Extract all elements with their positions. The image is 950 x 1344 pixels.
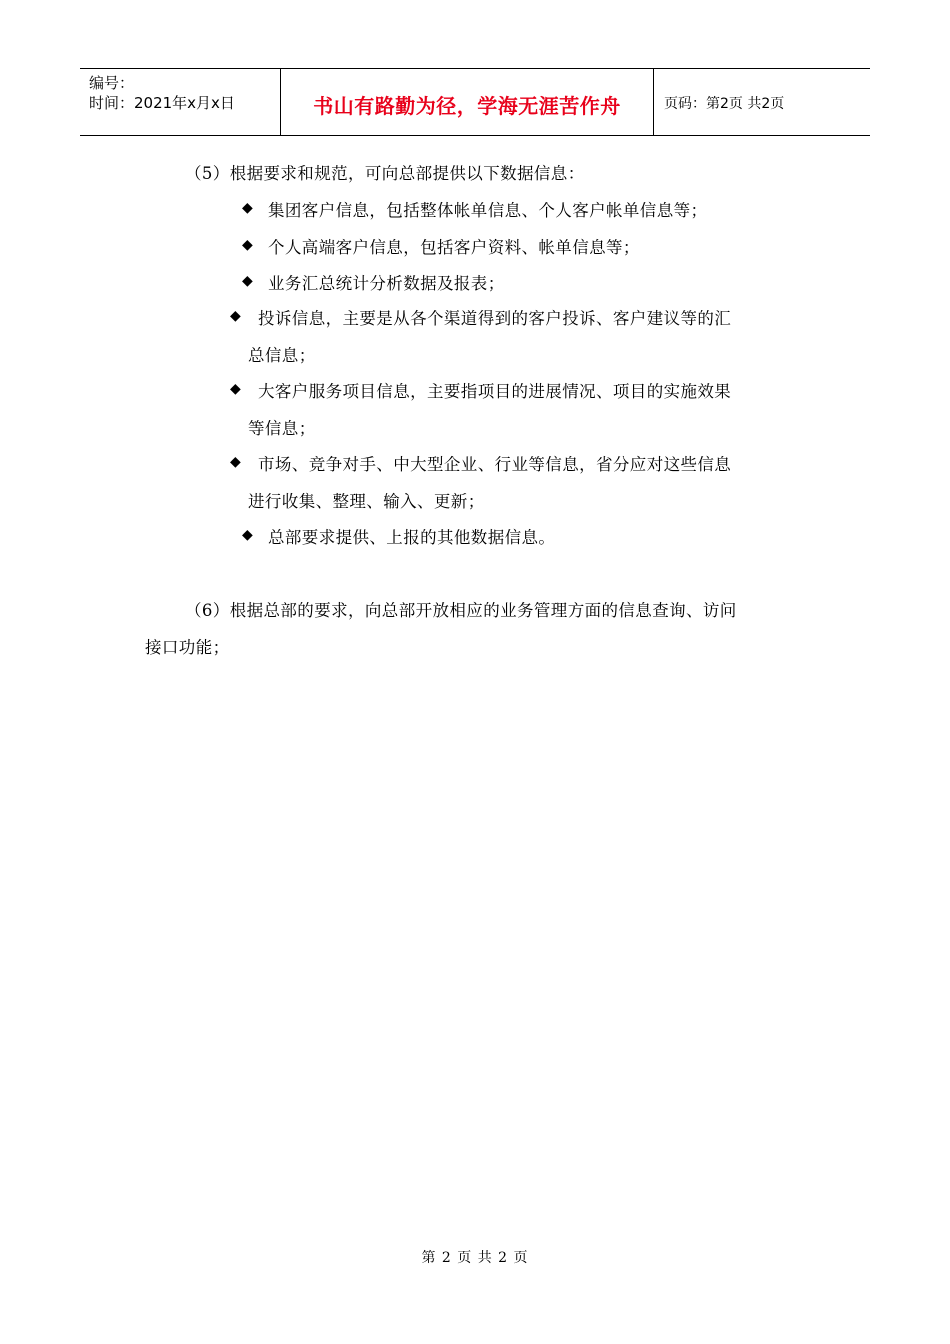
diamond-bullet-icon: ◆: [242, 527, 253, 543]
list-item: 市场、竞争对手、中大型企业、行业等信息，省分应对这些信息: [258, 455, 732, 474]
document-number-label: 编号：: [89, 74, 135, 92]
section-6-line-2: 接口功能；: [145, 638, 230, 657]
list-item-continuation: 总信息；: [248, 346, 316, 365]
section-5-intro: （5）根据要求和规范，可向总部提供以下数据信息：: [185, 164, 585, 183]
header-motto-cell: [281, 69, 654, 135]
list-item: 业务汇总统计分析数据及报表；: [268, 274, 505, 293]
diamond-bullet-icon: ◆: [242, 237, 253, 253]
diamond-bullet-icon: ◆: [242, 273, 253, 289]
diamond-bullet-icon: ◆: [230, 308, 241, 324]
list-item: 个人高端客户信息，包括客户资料、帐单信息等；: [268, 238, 640, 257]
diamond-bullet-icon: ◆: [230, 381, 241, 397]
document-date: 时间：2021年x月x日: [89, 94, 235, 112]
header-motto: 书山有路勤为径，学海无涯苦作舟: [313, 93, 621, 118]
diamond-bullet-icon: ◆: [230, 454, 241, 470]
page-footer: 第 2 页 共 2 页: [421, 1250, 529, 1266]
header-page-info: 页码：第2页 共2页: [664, 96, 785, 112]
header-page-info-cell: [654, 69, 870, 135]
list-item: 投诉信息，主要是从各个渠道得到的客户投诉、客户建议等的汇: [258, 309, 732, 328]
list-item-continuation: 等信息；: [248, 419, 316, 438]
list-item-continuation: 进行收集、整理、输入、更新；: [248, 492, 485, 511]
diamond-bullet-icon: ◆: [242, 200, 253, 216]
header-meta: [80, 69, 281, 135]
list-item: 总部要求提供、上报的其他数据信息。: [268, 528, 556, 547]
section-6-line-1: （6）根据总部的要求，向总部开放相应的业务管理方面的信息查询、访问: [185, 601, 737, 620]
list-item: 大客户服务项目信息，主要指项目的进展情况、项目的实施效果: [258, 382, 732, 401]
page-header: [80, 68, 870, 136]
list-item: 集团客户信息，包括整体帐单信息、个人客户帐单信息等；: [268, 201, 708, 220]
